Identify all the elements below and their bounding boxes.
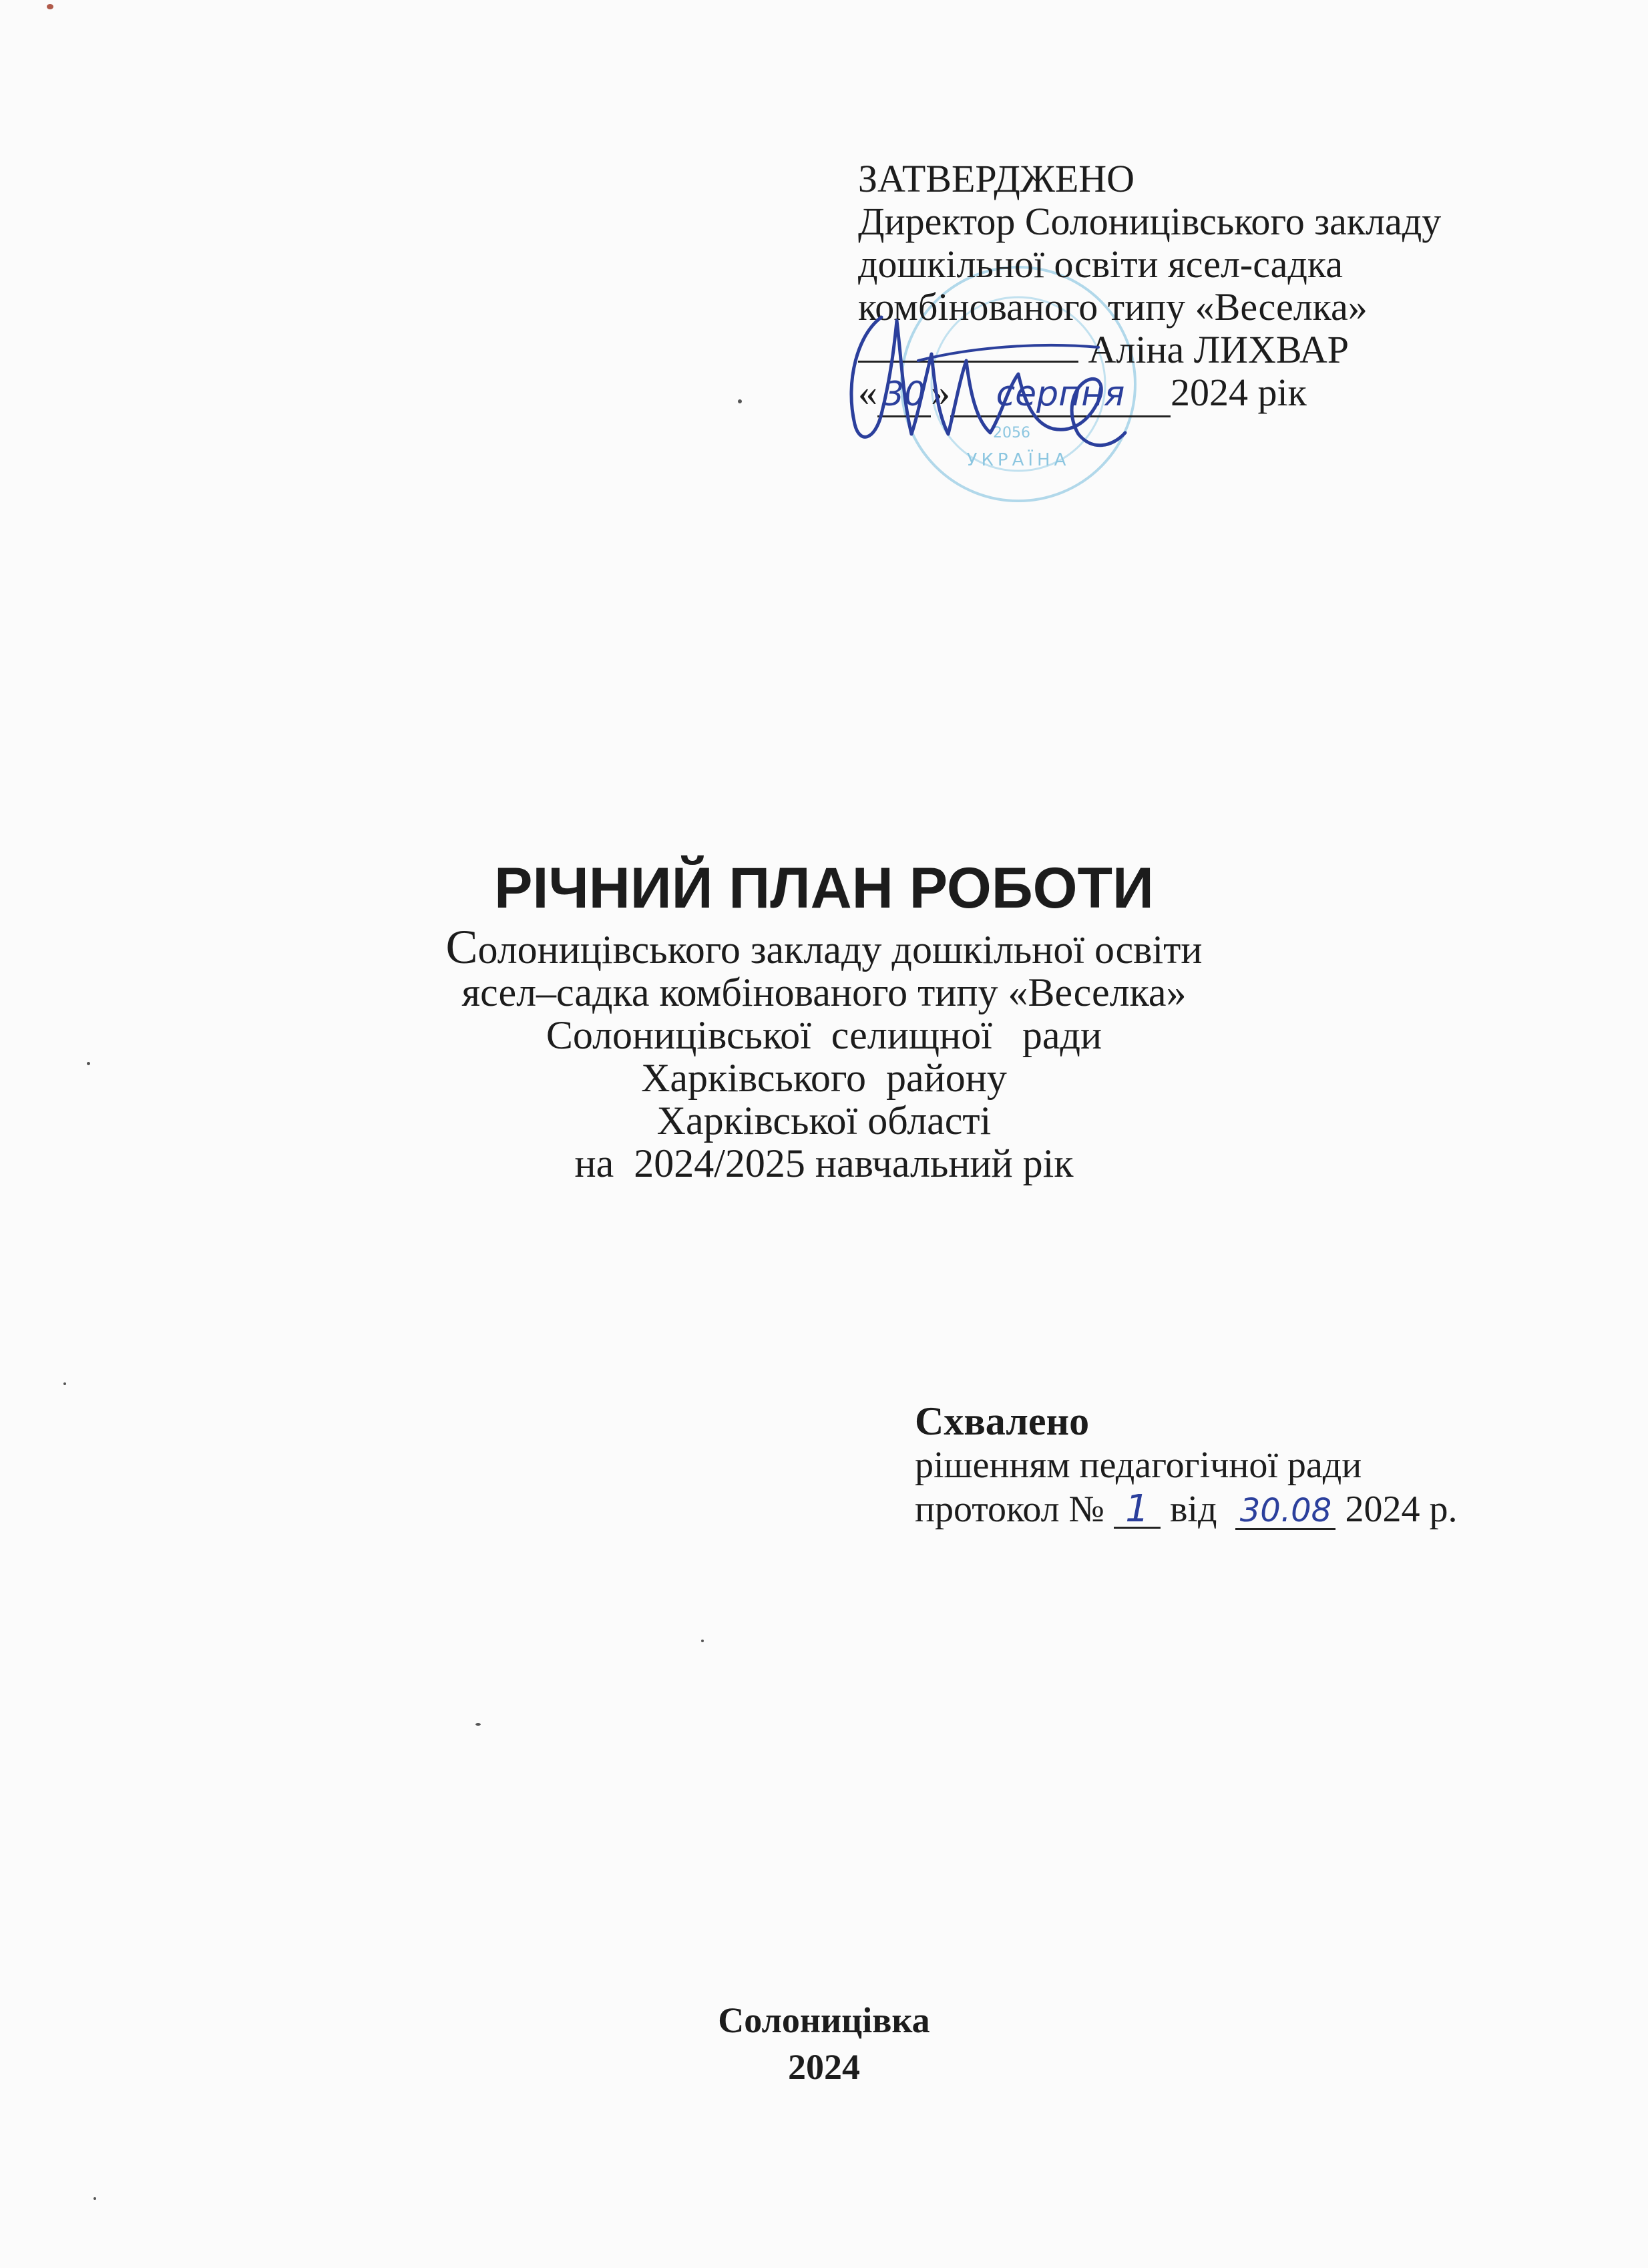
date-year: 2024 рік — [1171, 371, 1307, 414]
institution-line-2: ясел–садка комбінованого типу «Веселка» — [461, 970, 1187, 1014]
academic-year-line: на 2024/2025 навчальний рік — [574, 1141, 1074, 1185]
scan-speck — [87, 1062, 90, 1065]
protocol-line — [915, 1487, 1457, 1531]
scan-speck — [475, 1723, 481, 1726]
director-signature — [818, 280, 1192, 467]
protocol-prefix: протокол № — [915, 1489, 1114, 1530]
date-day: 30 — [877, 373, 931, 417]
approval-line-2: дошкільної освіти ясел-садка — [858, 242, 1343, 286]
stamp-code: 2056 — [993, 425, 1030, 441]
scan-speck — [63, 1382, 66, 1385]
praise-line-1: рішенням педагогічної ради — [915, 1445, 1362, 1486]
protocol-suffix: 2024 р. — [1335, 1489, 1458, 1530]
footer-city: Солоницівка — [718, 2000, 930, 2040]
protocol-number: 1 — [1114, 1492, 1161, 1529]
praise-heading: Схвалено — [915, 1399, 1090, 1443]
approval-line-3: комбінованого типу «Веселка» — [858, 285, 1368, 329]
protocol-date: 30.08 — [1235, 1493, 1335, 1530]
scan-speck — [701, 1640, 704, 1642]
institution-line-5: Харківської області — [656, 1099, 992, 1143]
footer — [0, 1997, 1648, 2090]
date-month: серпня — [950, 373, 1171, 417]
scan-speck — [47, 4, 53, 9]
title-block — [0, 855, 1648, 1185]
approval-pedagogical-council — [915, 1399, 1457, 1531]
document-title: РІЧНИЙ ПЛАН РОБОТИ — [494, 856, 1154, 920]
institution-name-rest: олоницівського закладу дошкільної освіти — [477, 928, 1203, 972]
institution-line-3: Солоницівської селищної ради — [546, 1013, 1102, 1057]
institution-line-4: Харківського району — [641, 1056, 1007, 1100]
date-quote-close: » — [931, 371, 950, 414]
approval-title: ЗАТВЕРДЖЕНО — [858, 157, 1135, 200]
protocol-mid: від — [1160, 1489, 1236, 1530]
institution-initial: С — [445, 920, 478, 974]
institution-line-1 — [0, 920, 1648, 974]
scan-speck — [93, 2197, 96, 2200]
scan-speck — [738, 399, 742, 403]
date-quote-open: « — [858, 371, 877, 414]
footer-year: 2024 — [788, 2047, 860, 2087]
director-name: Аліна ЛИХВАР — [1088, 328, 1350, 371]
approval-line-1: Директор Солоницівського закладу — [858, 200, 1442, 243]
stamp-country: УКРАЇНА — [966, 450, 1070, 470]
